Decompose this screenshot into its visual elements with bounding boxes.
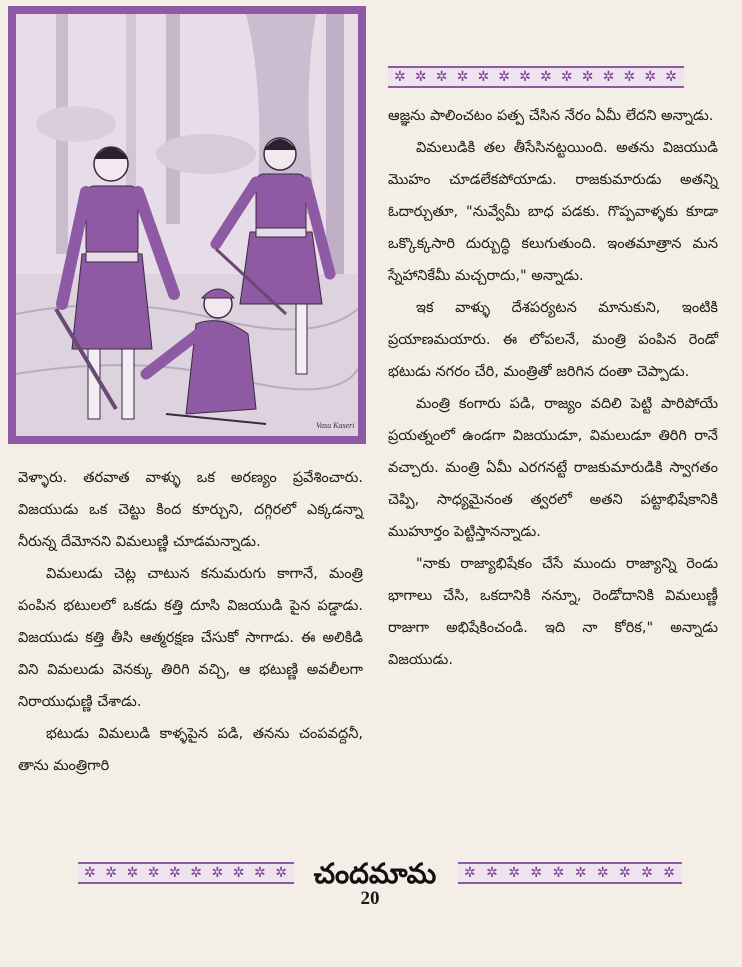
border-ornament-icon: ✲ [435,69,449,85]
story-paragraph: ఇక వాళ్ళు దేశపర్యటన మానుకుని, ఇంటికి ప్రయాణమయారు. ఈ లోపలనే, మంత్రి పంపిన రెండో భటుడు నగరం చేరి, మంత్రితో జరిగిన దంతా చెప్పాడు. [388,300,718,380]
border-ornament-icon: ✲ [105,865,118,881]
story-paragraph: విమలుడు చెట్ల చాటున కనుమరుగు కాగానే, మంత్రి పంపిన భటులలో ఒకడు కత్తి దూసి విజయుడి పైన పడ్డాడు. విజయుడు కత్తి తీసి ఆత్మరక్షణ చేసుకో సాగాడు. ఈ అలికిడి విని విమలుడు వెనక్కు తిరిగి వచ్చి, ఆ భటుణ్ణి అవలీలగా నిరాయుధుణ్ణి చేశాడు. [18,566,363,710]
border-ornament-icon: ✲ [519,69,532,85]
border-ornament-icon: ✲ [623,69,637,85]
border-ornament-icon: ✲ [169,865,182,881]
border-ornament-icon: ✲ [560,69,574,85]
border-ornament-icon: ✲ [665,69,678,85]
story-illustration [8,6,366,444]
border-ornament-icon: ✲ [394,69,407,85]
story-text-right-column [388,100,718,676]
forest-swordfight-illustration [16,14,358,436]
border-ornament-icon: ✲ [147,865,161,881]
page-number: 20 [360,888,380,909]
border-ornament-icon: ✲ [508,865,522,881]
border-ornament-icon: ✲ [232,865,246,881]
border-ornament-icon: ✲ [456,69,470,85]
border-ornament-icon: ✲ [486,865,499,881]
story-paragraph: వెళ్ళారు. తరవాత వాళ్ళు ఒక అరణ్యం ప్రవేశించారు. విజయుడు ఒక చెట్టు కింద కూర్చుని, దగ్గిరలో ఎక్కడన్నా నీరున్న దేమోనని విమలుణ్ణి చూడమన్నాడు. [18,470,363,550]
border-ornament-icon: ✲ [254,865,267,881]
border-ornament-icon: ✲ [644,69,658,85]
story-paragraph: భటుడు విమలుడి కాళ్ళపైన పడి, తనను చంపవద్దనీ, తాను మంత్రిగారి [18,726,363,774]
border-ornament-icon: ✲ [602,69,616,85]
border-ornament-icon: ✲ [596,865,610,881]
border-ornament-icon: ✲ [540,69,553,85]
border-ornament-icon: ✲ [530,865,544,881]
border-ornament-icon: ✲ [663,865,676,881]
border-ornament-icon: ✲ [574,865,588,881]
border-ornament-icon: ✲ [464,865,477,881]
story-paragraph: విమలుడికి తల తీసేసినట్టయింది. అతను విజయుడి మొహం చూడలేకపోయాడు. రాజకుమారుడు అతన్ని ఓదార్చుతూ, "నువ్వేమీ బాధ పడకు. గొప్పవాళ్ళకు కూడా ఒక్కొక్కసారి దుర్బుద్ధి కలుగుతుంది. ఇంతమాత్రాన మన స్నేహానికేమీ మచ్చరాదు," అన్నాడు. [388,140,718,284]
story-paragraph: ఆజ్ఞను పాలించటం పత్ప చేసిన నేరం ఏమీ లేదని అన్నాడు. [388,108,714,124]
decorative-border-footer-left [78,862,294,884]
border-ornament-icon: ✲ [211,865,225,881]
border-ornament-icon: ✲ [275,865,288,881]
border-ornament-icon: ✲ [84,865,97,881]
border-ornament-icon: ✲ [618,865,632,881]
border-ornament-icon: ✲ [581,69,595,85]
magazine-title: చందమామ [313,857,437,890]
border-ornament-icon: ✲ [477,69,491,85]
decorative-border-footer-right [458,862,682,884]
border-ornament-icon: ✲ [126,865,140,881]
border-ornament-icon: ✲ [498,69,512,85]
border-ornament-icon: ✲ [641,865,654,881]
border-ornament-icon: ✲ [552,865,566,881]
border-ornament-icon: ✲ [414,69,428,85]
artist-signature: Vasu Kaseri [316,421,355,430]
story-paragraph: మంత్రి కంగారు పడి, రాజ్యం వదిలి పెట్టి పారిపోయే ప్రయత్నంలో ఉండగా విజయుడూ, విమలుడూ తిరిగి రానే వచ్చారు. మంత్రి ఏమీ ఎరగనట్టే రాజకుమారుడికి స్వాగతం చెప్పి, సాధ్యమైనంత త్వరలో అతని పట్టాభిషేకానికి ముహూర్తం పెట్టిస్తానన్నాడు. [388,396,718,540]
decorative-border-top [388,66,684,88]
story-paragraph: "నాకు రాజ్యాభిషేకం చేసే ముందు రాజ్యాన్ని రెండు భాగాలు చేసి, ఒకదానికి నన్నూ, రెండోదానికి విమలుణ్ణీ రాజుగా అభిషేకించండి. ఇది నా కోరిక," అన్నాడు విజయుడు. [388,556,718,668]
border-ornament-icon: ✲ [190,865,203,881]
story-text-left-column [18,462,363,782]
